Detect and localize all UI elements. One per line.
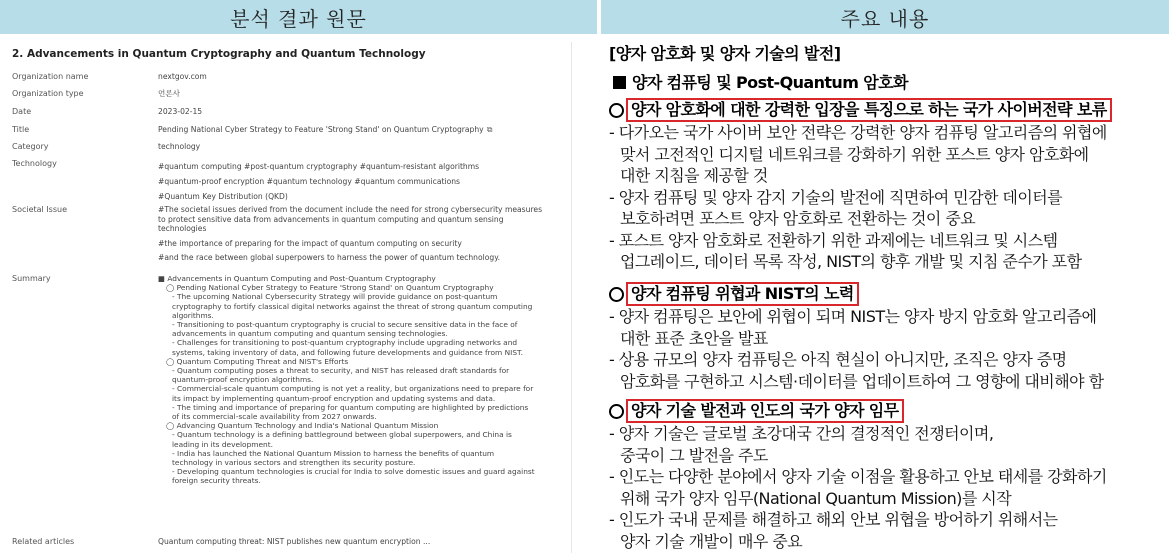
summary-line: technology in various sectors and strengthen its security posture.	[172, 458, 416, 468]
summary-line: ◯ Quantum Computing Threat and NIST's Efforts	[166, 356, 349, 366]
field-label: Summary	[12, 274, 51, 283]
field-label: Related articles	[12, 537, 75, 546]
societal-issue-para	[158, 239, 570, 249]
summary-line: - Commercial-scale quantum computing is not yet a reality, but organizations need to prepare for	[172, 384, 534, 394]
subsection-quantum-threat-nist	[609, 282, 1103, 392]
summary-line: - The upcoming National Cybersecurity Strategy will provide guidance on post-quantum	[172, 292, 498, 302]
summary-line: ◯ Advancing Quantum Technology and India's National Quantum Mission	[166, 421, 439, 431]
bullet-line: 업그레이드, 데이터 목록 작성, NIST의 향후 개발 및 지침 준수가 포함	[620, 252, 1082, 271]
subsection-national-cyber-strategy	[609, 98, 1112, 273]
bullet-line: 맞서 고전적인 디지털 네트워크를 강화하기 위한 포스트 양자 암호화에	[620, 144, 1089, 164]
analysis-original-panel	[0, 36, 597, 553]
field-label: Organization name	[12, 72, 89, 81]
technology-tags-line: #Quantum Key Distribution (QKD)	[158, 192, 288, 201]
related-article-link[interactable]: Quantum computing threat: NIST publishes new quantum encryption ...	[158, 537, 431, 546]
field-label: Organization type	[12, 89, 84, 98]
summary-line: of its commercial-scale availability from 2027 onwards.	[172, 412, 377, 422]
right-column-header	[601, 0, 1169, 34]
right-header-label: 주요 내용	[840, 6, 930, 31]
bullet-line: 암호화를 구현하고 시스템·데이터를 업데이트하여 그 영향에 대비해야 함	[620, 371, 1104, 391]
analysis-card	[4, 42, 572, 553]
left-column-header	[0, 0, 597, 34]
technology-tags-line: #quantum computing #post-quantum cryptography #quantum-resistant algorithms	[158, 162, 480, 171]
societal-issue-para	[158, 205, 570, 234]
subsection-india-quantum-mission	[609, 399, 1107, 552]
subsection-heading: 양자 암호화에 대한 강력한 입장을 특징으로 하는 국가 사이버전략 보류	[626, 98, 1112, 122]
field-label: Date	[12, 107, 32, 116]
field-label: Title	[12, 125, 30, 134]
bullet-line: - 인도는 다양한 분야에서 양자 기술 이점을 활용하고 안보 태세를 강화하기	[609, 467, 1107, 486]
summary-line: systems, taking inventory of data, and following future developments and guidance from NIST.	[172, 347, 523, 357]
doc-title: 2. Advancements in Quantum Cryptography and Quantum Technology	[12, 48, 426, 60]
subsection-heading: 양자 컴퓨팅 위협과 NIST의 노력	[626, 282, 859, 306]
summary-line: its impact by implementing quantum-proof encryption and updating systems and data.	[172, 393, 496, 403]
bullet-line: 보호하려면 포스트 양자 암호화로 전환하는 것이 중요	[620, 209, 976, 228]
text-line: #The societal issues derived from the document include the need for strong cybersecurity measures	[158, 205, 543, 214]
section-heading	[613, 70, 908, 93]
summary-line: - Quantum technology is a defining battleground between global superpowers, and China is	[172, 430, 512, 440]
circle-bullet-icon	[609, 103, 624, 118]
bullet-line: - 포스트 양자 암호화로 전환하기 위한 과제에는 네트워크 및 시스템	[609, 230, 1058, 250]
text-line: to protect sensitive data from advancements in quantum computing and quantum sensing	[158, 214, 504, 224]
summary-line: algorithms.	[172, 310, 214, 320]
summary-line: - Challenges for transitioning to post-quantum cryptography include upgrading networks and	[172, 338, 518, 348]
bullet-line: 대한 표준 초안을 발표	[620, 328, 768, 348]
text-line: technologies	[158, 224, 207, 233]
summary-line: - Transitioning to post-quantum cryptography is crucial to secure sensitive data in the face of	[172, 320, 518, 330]
summary-line: cryptography to fortify classical digital networks against the threat of strong quantum computing	[172, 301, 533, 311]
article-title-link[interactable]: Pending National Cyber Strategy to Feature 'Strong Stand' on Quantum Cryptography	[158, 125, 484, 134]
section-heading-label: 양자 컴퓨팅 및 Post-Quantum 암호화	[632, 73, 908, 92]
summary-line: leading in its development.	[172, 439, 273, 449]
summary-line: - India has launched the National Quantum Mission to harness the benefits of quantum	[172, 448, 495, 458]
text-line: #and the race between global superpowers to harness the power of quantum technology.	[158, 253, 501, 262]
bullet-line: 대한 지침을 제공할 것	[620, 166, 768, 185]
bullet-line: - 양자 컴퓨팅은 보안에 위협이 되며 NIST는 양자 방지 암호화 알고리즘에	[609, 307, 1097, 326]
field-value: nextgov.com	[158, 72, 207, 81]
technology-tags-line: #quantum-proof encryption #quantum technology #quantum communications	[158, 177, 460, 186]
black-square-bullet-icon	[613, 76, 626, 89]
bullet-line: - 상용 규모의 양자 컴퓨팅은 아직 현실이 아니지만, 조직은 양자 증명	[609, 350, 1067, 369]
circle-bullet-icon	[609, 404, 624, 419]
field-value: 2023-02-15	[158, 107, 203, 116]
bullet-line: - 다가오는 국가 사이버 보안 전략은 강력한 양자 컴퓨팅 알고리즘의 위협에	[609, 123, 1107, 142]
summary-line: - The timing and importance of preparing for quantum computing are highlighted by predictions	[172, 402, 529, 412]
external-link-icon[interactable]: ⧉	[486, 125, 493, 134]
text-line: #the importance of preparing for the impact of quantum computing on security	[158, 238, 462, 248]
summary-line: - Developing quantum technologies is crucial for India to solve domestic issues and guard against	[172, 467, 535, 477]
field-value: 언론사	[158, 89, 181, 98]
bullet-line: - 양자 컴퓨팅 및 양자 감지 기술의 발전에 직면하여 민감한 데이터를	[609, 187, 1063, 207]
circle-bullet-icon	[609, 287, 624, 302]
summary-line: foreign security threats.	[172, 476, 261, 486]
bullet-line: 위해 국가 양자 임무(National Quantum Mission)를 시작	[620, 488, 1012, 508]
summary-line: quantum-proof encryption algorithms.	[172, 375, 314, 385]
societal-issue-para	[158, 253, 570, 263]
summary-line: ■ Advancements in Quantum Computing and Post-Quantum Cryptography	[158, 274, 436, 283]
bullet-line: - 인도가 국내 문제를 해결하고 해외 안보 위협을 방어하기 위해서는	[609, 510, 1058, 529]
summary-line: advancements in quantum computing and quantum sensing technologies.	[172, 329, 448, 339]
bullet-line: 중국이 그 발전을 주도	[620, 445, 768, 465]
bullet-line: 양자 기술 개발이 매우 중요	[620, 531, 803, 551]
key-content-panel	[601, 36, 1169, 553]
summary-line: ◯ Pending National Cyber Strategy to Feature 'Strong Stand' on Quantum Cryptography	[166, 283, 494, 293]
subsection-heading: 양자 기술 발전과 인도의 국가 양자 임무	[626, 399, 904, 423]
field-label: Societal Issue	[12, 205, 68, 214]
field-label: Technology	[12, 159, 57, 168]
left-header-label: 분석 결과 원문	[230, 6, 367, 31]
field-label: Category	[12, 142, 49, 151]
summary-title: [양자 암호화 및 양자 기술의 발전]	[609, 44, 841, 63]
summary-body	[158, 274, 570, 486]
summary-line: - Quantum computing poses a threat to security, and NIST has released draft standards for	[172, 366, 510, 376]
field-value: technology	[158, 142, 201, 151]
bullet-line: - 양자 기술은 글로벌 초강대국 간의 결정적인 전쟁터이며,	[609, 424, 994, 443]
